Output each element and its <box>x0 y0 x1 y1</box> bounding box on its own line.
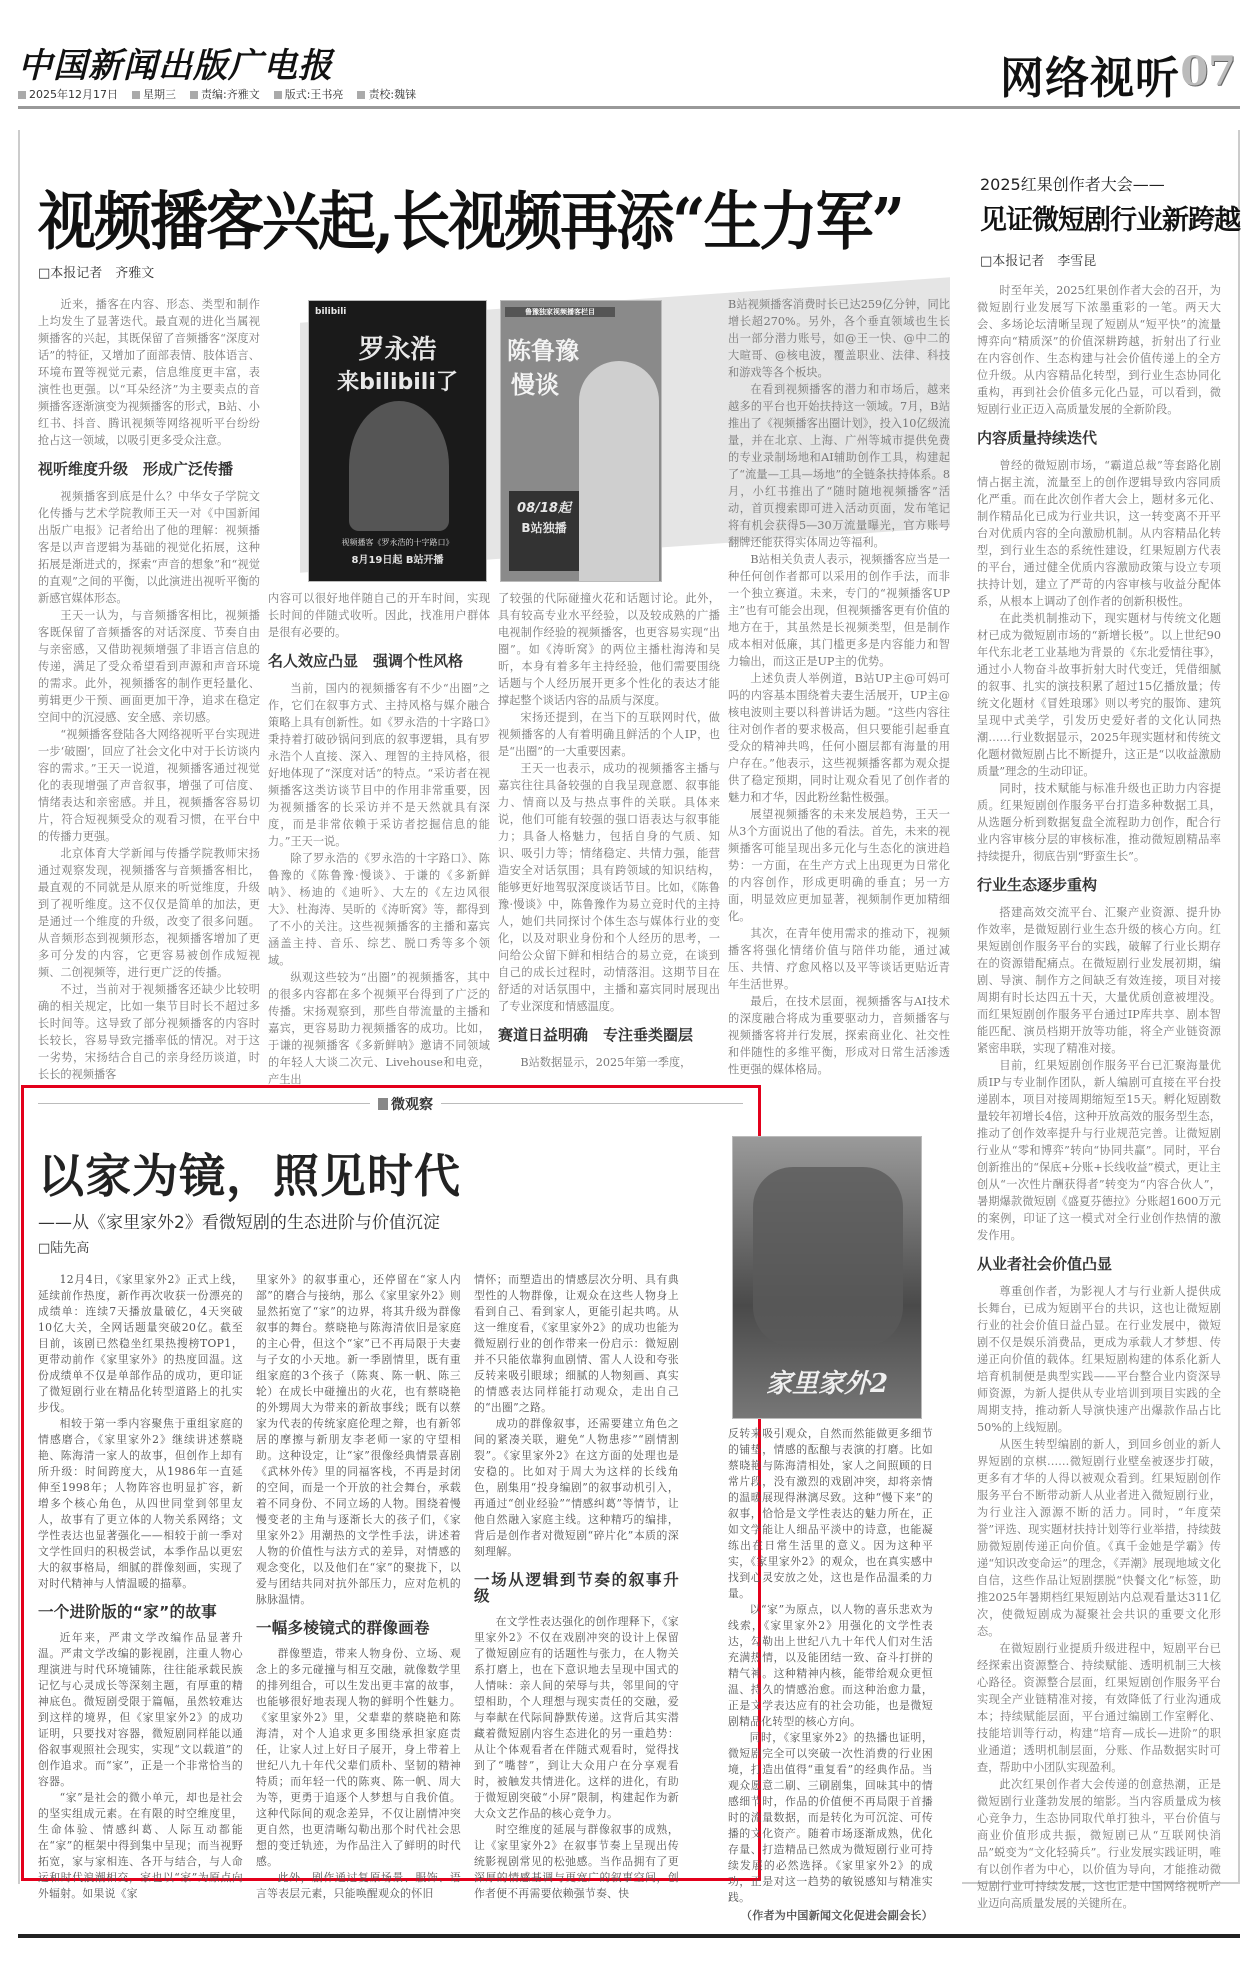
paragraph: 在看到视频播客的潜力和市场后，越来越多的平台也开始扶持这一领域。7月，B站推出了《视频播客出圈计划》，投入10亿级流量，并在北京、上海、广州等城市提供免费的专业录制场地和AI辅助创作工具，构建起了“流量—工具—场地”的全链条扶持体系。8月，小红书推出了“随时随地视频播客”活动，首页搜索即可进入活动页面，发布笔记将有机会获得5—30万流量曝光，官方账号翻牌还能获得实体周边等福利。 <box>728 383 950 549</box>
paragraph: 展望视频播客的未来发展趋势，王天一从3个方面说出了他的看法。首先，未来的视频播客可能呈现出多元化与生态化的演进趋势：一方面，在生产方式上出现更为日常化的内容创作，形成更明确的垂直；另一方面，明显效应更加显著，视频制作更加精细化。 <box>728 808 950 923</box>
paragraph: 王天一认为，与音频播客相比，视频播客既保留了音频播客的对话深度、节奏自由与亲密感，又借助视频增强了非语言信息的传递，满足了受众希望看到声源和声音环境的需求。此外，视频播客的制作更轻量化、剪辑更少干预、画面更加干净，追求在稳定空间中的沉浸感、安全感、亲切感。 <box>38 609 260 724</box>
subhead: 名人效应凸显 强调个性风格 <box>268 652 464 670</box>
paragraph: 当前，国内的视频播客有不少“出圈”之作，它们在叙事方式、主持风格与媒介融合策略上具有创新性。如《罗永浩的十字路口》秉持着打破砂锅问到底的叙事逻辑，具有罗永浩个人直接、深入、理智的主持风格，很好地体现了“深度对话”的特点。“采访者在视频播客这类访谈节目中的作用非常重要，因为视频播客的长采访并不是天然就具有深度，而是非常依赖于采访者挖掘信息的能力。”王天一说。 <box>268 682 490 848</box>
box-col-2 <box>256 1272 461 1902</box>
portrait-figure <box>349 401 449 531</box>
paragraph: 同时，《家里家外2》的热播也证明，微短剧完全可以突破一次性消费的行业困境，打造出值得“重复看”的经典作品。当观众愿意二刷、三刷剧集，回味其中的情感细节时，作品的价值便不再局限于首播时的流量数据，而是转化为可沉淀、可传播的文化资产。随着市场逐渐成熟，优化存量、打造精品已然成为微短剧行业可持续发展的必然选择。《家里家外2》的成功，正是对这一趋势的敏锐感知与精准实践。 <box>728 1731 933 1904</box>
poster-title: 家里家外2 <box>765 1369 889 1399</box>
paragraph: 其次，在青年使用需求的推动下，视频播客将强化情绪价值与陪伴功能，通过减压、共情、疗愈风格以及平等谈话更贴近青年生活世界。 <box>728 927 950 991</box>
paragraph: 了较强的代际碰撞火花和话题讨论。此外，具有较高专业水平经验，以及较成熟的广播电视制作经验的视频播客，也更容易实现“出圈”。如《涛昕窝》的两位主播杜海涛和吴昕，本身有着多年主持经验，他们需要围绕话题与个人经历展开更多个性化的表达才能撑起整个谈话内容的品质与深度。 <box>498 592 720 707</box>
masthead <box>18 36 1240 106</box>
bilibili-logo: bilibili <box>315 307 347 317</box>
issue-editor: 责编:齐雅文 <box>190 86 260 102</box>
issue-meta <box>18 86 416 102</box>
box-col-3 <box>474 1272 679 1902</box>
paragraph: 搭建高效交流平台、汇聚产业资源、提升协作效率，是微短剧行业生态升级的核心方向。红果短剧创作服务平台的实践，破解了行业长期存在的资源错配痛点。在微短剧行业发展初期，编剧、导演、制作方之间缺乏有效连接，项目对接周期有时长达四五十天，大量优质创意被埋没。而红果短剧创作服务平台通过IP库共享、剧本智能匹配、演员档期开放等功能，将全产业链资源紧密串联，实现了精准对接。 <box>977 906 1221 1055</box>
right-kicker: 2025红果创作者大会—— <box>980 175 1165 194</box>
newspaper-logo: 中国新闻出版广电报 <box>18 46 333 86</box>
box-byline: □ 陆先高 <box>38 1237 89 1256</box>
column-tag: 微观察 <box>370 1094 441 1114</box>
paragraph: 群像塑造，带来人物身份、立场、观念上的多元碰撞与相互交融，就像数学里的排列组合，可以生发出更丰富的故事，也能够很好地表现人物的鲜明个性魅力。《家里家外2》里，父辈辈的蔡晓艳和陈海清，对个人追求更多围绕承担家庭责任，让家人过上好日子展开，身上带着上世纪八九十年代父辈们质朴、坚韧的精神特质；而年轻一代的陈爽、陈一帆、周大为等，更勇于追逐个人梦想与自我价值。这种代际间的观念差异，不仅让剧情冲突更自然，也更清晰勾勒出那个时代社会思想的变迁轨迹，为作品注入了鲜明的时代感。 <box>256 1647 461 1868</box>
paragraph: 同时，技术赋能与标准升级也正助力内容提质。红果短剧创作服务平台打造多种数据工具，从选题分析到数据复盘全流程助力创作，配合行业内容审核分层的审核标准，推动微短剧精品率持续提升，彻底告别“野蛮生长”。 <box>977 782 1221 863</box>
paragraph: 反转来吸引观众，自然而然能做更多细节的铺垫，情感的酝酿与表演的打磨。比如蔡晓艳与陈海清相处，家人之间照顾的日常片段，没有激烈的戏剧冲突，却将亲情的温暖展现得淋漓尽致。这种“慢下来”的叙事，恰恰是文学性表达的魅力所在，正如文学能让人细品平淡中的诗意，也能凝练出在日常生活里的意义。因为这种平实，《家里家外2》的观众，也在真实感中找到心灵安放之处，这也是作品温柔的力量。 <box>728 1427 933 1600</box>
paragraph: 在文学性表达强化的创作理释下，《家里家外2》不仅在戏剧冲突的设计上保留了微短剧应有的话题性与张力，在人物关系打磨上，也在下意识地去呈现中国式的人情味：亲人间的荣辱与共，邻里间的守望相助，个人理想与现实责任的交融，爱与奉献在代际间静默传递。这背后其实潜藏着微短剧内容生态进化的另一重趋势：从让个体观看者在伴随式观看时，觉得找到了“嘴替”，到让大众用户在分享观看时，被触发共情进化。这样的进化，有助于微短剧突破“小屏”限制，构建起作为新大众文艺作品的核心竞争力。 <box>474 1615 679 1820</box>
subhead: 行业生态逐步重构 <box>977 876 1098 894</box>
subhead: 赛道日益明确 专注垂类圈层 <box>498 1026 694 1044</box>
photo-luo-yonghao-poster <box>308 300 487 582</box>
paragraph: 在微短剧行业提质升级进程中，短剧平台已经探索出资源整合、持续赋能、透明机制三大核心路径。资源整合层面，红果短剧创作服务平台实现全产业链精准对接，有效降低了行业沟通成本；持续赋能层面，平台通过编剧工作室孵化、技能培训等行动，构建“培育—成长—进阶”的职业通道；透明机制层面，分账、作品数据实时可查，帮助中小团队实现盈利。 <box>977 1642 1221 1774</box>
paragraph: 最后，在技术层面，视频播客与AI技术的深度融合将成为重要驱动力，音频播客与视频播客将并行发展，探索商业化、社交性和伴随性的多维平衡，形成对日常生活渗透性更强的媒体格局。 <box>728 995 950 1076</box>
paragraph: 相较于第一季内容聚焦于重组家庭的情感磨合，《家里家外2》继续讲述蔡晓艳、陈海清一家人的故事，但创作上却有所升级：时间跨度大，从1986年一直延伸至1998年；人物阵容也明显扩容，新增多个核心角色，从四世同堂到邻里友人，故事有了更立体的人物关系网络；文学性表达也显著强化——相较于前一季对文学性回归的积极尝试，本季作品以更宏大的叙事格局，细腻的群像刻画，实现了对时代精神与人情温暖的描摹。 <box>38 1417 243 1590</box>
paragraph: 曾经的微短剧市场，“霸道总裁”等套路化剧情占据主流，流量至上的创作逻辑导致内容同质化严重。而在此次创作者大会上，题材多元化、制作精品化已成为行业共识，这一转变离不开平台对优质内容的全向激励机制。从内容精品化转型，到行业生态的系统性建设，红果短剧方代表的平台，通过健全优质内容激励政策与设立专项扶持计划，建立了严苛的内容审核与收益分配体系，从根本上调动了创作者的创新积极性。 <box>977 459 1221 608</box>
paragraph: 时空维度的延展与群像叙事的成熟，让《家里家外2》在叙事节奏上呈现出传统影视剧常见的松弛感。当作品拥有了更深厚的情感基调与更宽广的叙事空间，创作者便不再需要依赖强节奏、快 <box>474 1823 679 1900</box>
paragraph: “家”是社会的微小单元，却也是社会的坚实组成元素。在有限的时空维度里，生命体验、情感纠葛、人际互动都能在“家”的框架中得到集中呈现；而当视野拓宽，家与家相连、各开与结合，与人命运和时代浪潮相交，家也以“家”为原点向外辐射。如果说《家 <box>38 1791 243 1900</box>
footer-rule <box>18 1934 1240 1938</box>
paragraph: 此次红果创作者大会传递的创意热潮，正是微短剧行业蓬勃发展的缩影。当内容质量成为核心竞争力，生态协同取代单打独斗，平台价值与商业价值形成共振，微短剧已从“互联网快消品”蜕变为“文化轻骑兵”。行业发展实践证明，唯有以创作者为中心，以价值为导向，才能推动微短剧行业可持续发展，这也正是中国网络视听产业迈向高质量发展的关键所在。 <box>977 1778 1221 1910</box>
issue-date: 2025年12月17日 <box>18 86 118 102</box>
poster-caption: 视频播客《罗永浩的十字路口》 <box>341 538 454 547</box>
paragraph: 里家外》的叙事重心，还停留在“家人内部”的磨合与接纳，那么《家里家外2》则显然拓宽了“家”的边界，将其升级为群像叙事的舞台。蔡晓艳与陈海清依旧是家庭的主心骨，但这个“家”已不再局限于夫妻与子女的小天地。新一季剧情里，既有重组家庭的3个孩子（陈爽、陈一帆、陈三轮）在成长中碰撞出的火花，也有蔡晓艳的外甥周大为带来的新故事线；既有以蔡家为代表的传统家庭伦理之辩，也有新邻居的摩擦与新朋友李老师一家的守望相助。这种设定，让“家”很像经典情景喜剧《武林外传》里的同福客栈，不再是封闭的空间，而是一个开放的社会舞台，承载着不同身份、不同立场的人物。围绕着慢慢变老的主角与逐渐长大的孩子们，《家里家外2》用潮热的文学性手法，讲述着人物的价值性与法方式的差异，对情感的观念变化，以及他们在“家”的聚拢下，以爱与团结共同对抗外部压力，应对危机的脉脉温情。 <box>256 1273 461 1606</box>
photo-chen-luyu-poster <box>500 300 662 582</box>
poster-title: 陈鲁豫 <box>507 337 579 365</box>
paragraph: 12月4日，《家里家外2》正式上线，延续前作热度，新作再次收获一份漂亮的成绩单：连续7天播放量破亿，4天突破10亿大关，全网话题量突破20亿。截至目前，该剧已然稳坐红果热搜榜TOP1，更带动前作《家里家外》的热度回温。这份成绩单不仅是单部作品的成功，更印证了微短剧行业在精品化转型道路上的扎实步伐。 <box>38 1273 243 1414</box>
paragraph: 情怀；而塑造出的情感层次分明、具有典型性的人物群像，让观众在这些人物身上看到自己、看到家人，更能引起共鸣。从这一维度看，《家里家外2》的成功也能为微短剧行业的创作带来一份启示：微短剧并不只能依靠狗血剧情、雷人人设和夸张反转来吸引眼球；细腻的人物刻画、真实的情感表达同样能打动观众，走出自己的“出圈”之路。 <box>474 1273 679 1414</box>
page-number: 07 <box>1180 48 1236 95</box>
main-col-1 <box>38 296 260 1083</box>
right-column <box>977 282 1221 1912</box>
paragraph: 近来，播客在内容、形态、类型和制作上均发生了显著迭代。最直观的进化当属视频播客的兴起，其既保留了音频播客“深度对话”的特征，又增加了面部表情、肢体语言、环境布置等视觉元素，信息维度更丰富，表演性也更强。以“耳朵经济”为主要卖点的音频播客逐渐演变为视频播客的形式，B站、小红书、抖音、腾讯视频等网络视听平台纷纷抢占这一领域，以吸引更多受众注意。 <box>38 298 260 447</box>
poster-caption: B站独播 <box>521 521 567 535</box>
subhead: 一个进阶版的“家”的故事 <box>38 1603 217 1621</box>
photo-jialijiawai2-poster <box>732 1136 922 1419</box>
header-rule <box>18 106 1240 109</box>
main-headline: 视频播客兴起,长视频再添“生力军” <box>38 184 903 260</box>
paragraph: 尊重创作者，为影视人才与行业新人提供成长舞台，已成为短剧平台的共识，这也让微短剧行业的社会价值日益凸显。在行业发展中，微短剧不仅是娱乐消费品，更成为承载人才梦想、传递正向价值的载体。红果短剧构建的体系化新人培育机制便是典型实践——平台整合业内资深导师资源，为新人提供从专业培训到项目实践的全周期支持，推动新人导演快速产出爆款作品占比50%的上线短剧。 <box>977 1285 1221 1434</box>
paragraph: 上述负责人举例道，B站UP主@可妈可吗的内容基本围绕着夫妻生活展开，UP主@核电波则主要以科普讲话为题。“这些内容往往对创作者的要求极高，但只要能引起垂直受众的精神共鸣，任何小圈层都有海量的用户存在。”他表示，这些视频播客都为观众提供了稳定预期，同时让观众看见了创作者的魅力和才华，因此粉丝黏性极强。 <box>728 672 950 804</box>
subhead: 一场从逻辑到节奏的叙事升级 <box>474 1571 679 1605</box>
paragraph: 此外，剧作通过复原场景、服饰、语言等表层元素，只能唤醒观众的怀旧 <box>256 1871 461 1900</box>
paragraph: 时至年关，2025红果创作者大会的召开，为微短剧行业发展写下浓墨重彩的一笔。两天大会、多场论坛清晰呈现了短剧从“短平快”的流量博弈向“精质深”的价值深耕跨越，折射出了行业在内容创作、生态构建与社会价值传递上的全方位升级。从内容精品化转型，到行业生态协同化重构，再到社会价值多元化凸显，可以看到，微短剧行业正迈入高质量发展的全新阶段。 <box>977 284 1221 416</box>
paragraph: 北京体育大学新闻与传播学院教师宋扬通过观察发现，视频播客与音频播客相比，最直观的不同就是从原来的听觉维度，升级到了视听维度。这不仅仅是简单的加法，更是通过一个维度的升级，改变了很多问题。从音频形态到视频形态，视频播客增加了更多可分发的内容，它更容易被创作成短视频、二创视频等，进行更广泛的传播。 <box>38 847 260 979</box>
box-col-1 <box>38 1272 243 1902</box>
main-byline: □ 本报记者 齐雅文 <box>38 262 154 281</box>
subhead: 从业者社会价值凸显 <box>977 1255 1113 1273</box>
poster-banner: 鲁豫独家视频播客栏目 <box>505 307 615 317</box>
main-col-2 <box>268 590 490 1088</box>
box-col-4 <box>728 1426 933 1924</box>
box-headline: 以家为镜，照见时代 <box>38 1149 461 1203</box>
poster-subtitle: 来bilibili了 <box>337 370 458 395</box>
paragraph: 在此类机制推动下，现实题材与传统文化题材已成为微短剧市场的“新增长极”。以上世纪90年代东北老工业基地为背景的《东北爱情往事》，通过小人物奋斗故事折射大时代变迁，凭借细腻的叙事、扎实的演技积累了超过15亿播放量；传统文化题材《冒姓琅琊》则以考究的服饰、建筑呈现中式美学，引发历史爱好者的文化认同热潮……行业数据显示，2025年现实题材和传统文化题材微短剧占比不断提升，这正是“以收益激励质量”理念的生动印证。 <box>977 612 1221 778</box>
paragraph: 内容可以很好地伴随自己的开车时间，实现长时间的伴随式收听。因此，找准用户群体是很有必要的。 <box>268 592 490 639</box>
paragraph: B站数据显示，2025年第一季度， <box>520 1056 692 1069</box>
paragraph: B站视频播客消费时长已达259亿分钟，同比增长超270%。另外，各个垂直领域也生长出一部分潜力账号，如@王一快、@中二的大暄哥、@核电波，覆盖职业、法律、科技和游戏等各个板块。 <box>728 298 950 379</box>
right-byline: □ 本报记者 李雪昆 <box>980 250 1096 269</box>
paragraph: 除了罗永浩的《罗永浩的十字路口》、陈鲁豫的《陈鲁豫·慢谈》、于谦的《多新鲜呐》、杨迪的《迪听》、大左的《左边风很大》、杜海涛、吴昕的《涛昕窝》等，都得到了不小的关注。这些视频播客的主播和嘉宾涵盖主持、音乐、综艺、脱口秀等多个领域。 <box>268 852 490 967</box>
cast-group <box>753 1167 903 1347</box>
subhead: 内容质量持续迭代 <box>977 429 1098 447</box>
paragraph: 宋扬还提到，在当下的互联网时代，做视频播客的人有着明确且鲜活的个人IP，也是“出圈”的一大重要因素。 <box>498 711 720 758</box>
issue-weekday: 星期三 <box>132 86 176 102</box>
issue-proofreader: 责校:魏铼 <box>357 86 416 102</box>
subhead: 一幅多棱镜式的群像画卷 <box>256 1619 430 1637</box>
right-headline: 见证微短剧行业新跨越 <box>980 205 1240 236</box>
paragraph: B站相关负责人表示，视频播客应当是一种任何创作者都可以采用的创作手法，而非一个独立赛道。未来，专门的“视频播客UP主”也有可能会出现，但视频播客更有价值的地方在于，其虽然是长视频类型，但是制作成本相对低廉，其门槛更多是内容能力和智力输出，而这正是UP主的优势。 <box>728 553 950 668</box>
paragraph: 王天一也表示，成功的视频播客主播与嘉宾往往具备较强的自我呈现意愿、叙事能力、情商以及与热点事件的关联。具体来说，他们可能有较强的强口语表达与叙事能力；具备人格魅力，包括自身的气质、知识、吸引力等；情绪稳定、共情力强，能营造安全对话氛围；具有跨领域的知识结构，能够更好地驾驭深度谈话节目。比如，《陈鲁豫·慢谈》中，陈鲁豫作为易立竞时代的主持人，她们共同探讨个体生态与媒体行业的变化，以及对职业身份和个人经历的思考，一问给公众留下鲜和相结合的易立竞，在谈到自己的成长过程时，动情落泪。这期节目在舒适的对话氛围中，主播和嘉宾同时展现出了专业深度和情感温度。 <box>498 762 720 1013</box>
author-note: （作者为中国新闻文化促进会副会长） <box>740 1909 933 1922</box>
section-title: 网络视听 <box>1000 53 1180 104</box>
paragraph: 目前，红果短剧创作服务平台已汇聚海量优质IP与专业制作团队，新人编剧可直接在平台投递剧本，项目对接周期缩短至15天。孵化短剧数量较年初增长4倍，这种开放高效的服务型生态，推动了创作效率提升与行业规范完善。让微短剧行业从“零和博弈”转向“协同共赢”。同时，平台创新推出的“保底+分账+长线收益”模式，更让主创从“一次性片酬获得者”转变为“内容合伙人”，暑期爆款微短剧《盛夏芬德拉》分账超1600万元的案例，印证了这一模式对全行业创作热情的激发作用。 <box>977 1059 1221 1242</box>
subhead: 视听维度升级 形成广泛传播 <box>38 460 234 478</box>
issue-layout: 版式:王书亮 <box>274 86 344 102</box>
portrait-figure <box>579 361 659 581</box>
paragraph: “视频播客登陆各大网络视听平台实现进一步‘破圈’，回应了社会文化中对于长访谈内容的需求。”王天一说道，视频播客通过视觉化的表现增强了声音叙事，增强了可信度、情绪表达和亲密感。并且，视频播客容易切片，符合短视频受众的观看习惯，在平台中的传播力更强。 <box>38 728 260 843</box>
main-col-3 <box>498 590 720 1071</box>
paragraph: 成功的群像叙事，还需要建立角色之间的紧凑关联，避免“人物患疹”“剧情割裂”。《家里家外2》在这方面的处理也是安稳的。比如对于周大为这样的长线角色，剧集用“投身编剧”的叙事动机引入，再通过“创业经验”“情感纠葛”等情节，让他自然融入家庭主线。这种精巧的编排，背后是创作者对微短剧“碎片化”本质的深刻理解。 <box>474 1417 679 1558</box>
paragraph: 以“家”为原点，以人物的喜乐悲欢为线索，《家里家外2》用强化的文学性表达，勾勒出上世纪八九十年代人们对生活充满热情，以及能团结一致、奋斗打拼的精气神。这种精神内核，能带给观众更恒温、持久的情感治愈。而这种治愈力量，正是文学表达应有的社会功能，也是微短剧精品化转型的核心方向。 <box>728 1603 933 1728</box>
main-col-4 <box>728 296 950 1078</box>
poster-date: 8月19日起 B站开播 <box>351 555 444 566</box>
box-subtitle: ——从《家里家外2》看微短剧的生态进阶与价值沉淀 <box>38 1213 440 1233</box>
poster-title: 罗永浩 <box>358 335 437 365</box>
poster-subtitle: 慢谈 <box>511 371 559 399</box>
paragraph: 视频播客到底是什么？中华女子学院文化传播与艺术学院教师王天一对《中国新闻出版广电报》记者给出了他的理解：视频播客是以声音逻辑为基础的视觉化拓展，这种拓展是渐进式的，探索“声音的想象”和“视觉的直观”之间的平衡，以此演进出视听平衡的新感官媒体形态。 <box>38 490 260 605</box>
paragraph: 不过，当前对于视频播客还缺少比较明确的相关规定，比如一集节目时长不超过多长时间等。这导致了部分视频播客的内容时长较长，容易导致完播率低的情况。对于这一劣势，宋扬结合自己的亲身经历谈道，时长长的视频播客 <box>38 983 260 1081</box>
paragraph: 近年来，严肃文学改编作品显著升温。严肃文学改编的影视剧，注重人物心理演进与时代环境铺陈，往往能承载民族记忆与心灵成长等深刻主题，有厚重的精神底色。微短剧受限于篇幅，虽然较难达到这样的境界，但《家里家外2》的成功证明，只要找对容器，微短剧同样能以通俗叙事观照社会现实，实现“文以载道”的创作追求。而“家”，正是一个非常恰当的容器。 <box>38 1631 243 1788</box>
paragraph: 从医生转型编剧的新人，到回乡创业的新人界短剧的京棋……微短剧行业壁垒被逐步打破，更多有才华的人得以被观众看到。红果短剧创作服务平台不断带动新人从业者进入微短剧行业，为行业注入源源不断的活力。同时，“年度荣誉”评选、现实题材扶持计划等行业举措，持续鼓励微短剧传递正向价值。《真千金她是学霸》传递“知识改变命运”的理念，《弄潮》展现地域文化自信，这些作品让短剧摆脱“快餐文化”标签，助推2025年暑期档红果短剧站内总观看量达311亿次，使微短剧成为凝聚社会共识的重要文化形态。 <box>977 1438 1221 1638</box>
paragraph: 纵观这些较为“出圈”的视频播客，其中的很多内容都在多个视频平台得到了广泛的传播。宋扬观察到，那些自带流量的主播和嘉宾，更容易助力视频播客的成功。比如，于谦的视频播客《多新鲜呐》邀请不同领域的年轻人大谈二次元、Livehouse和电竞，产生出 <box>268 971 490 1086</box>
date-block <box>509 491 579 571</box>
poster-date: 08/18起 <box>517 501 571 516</box>
